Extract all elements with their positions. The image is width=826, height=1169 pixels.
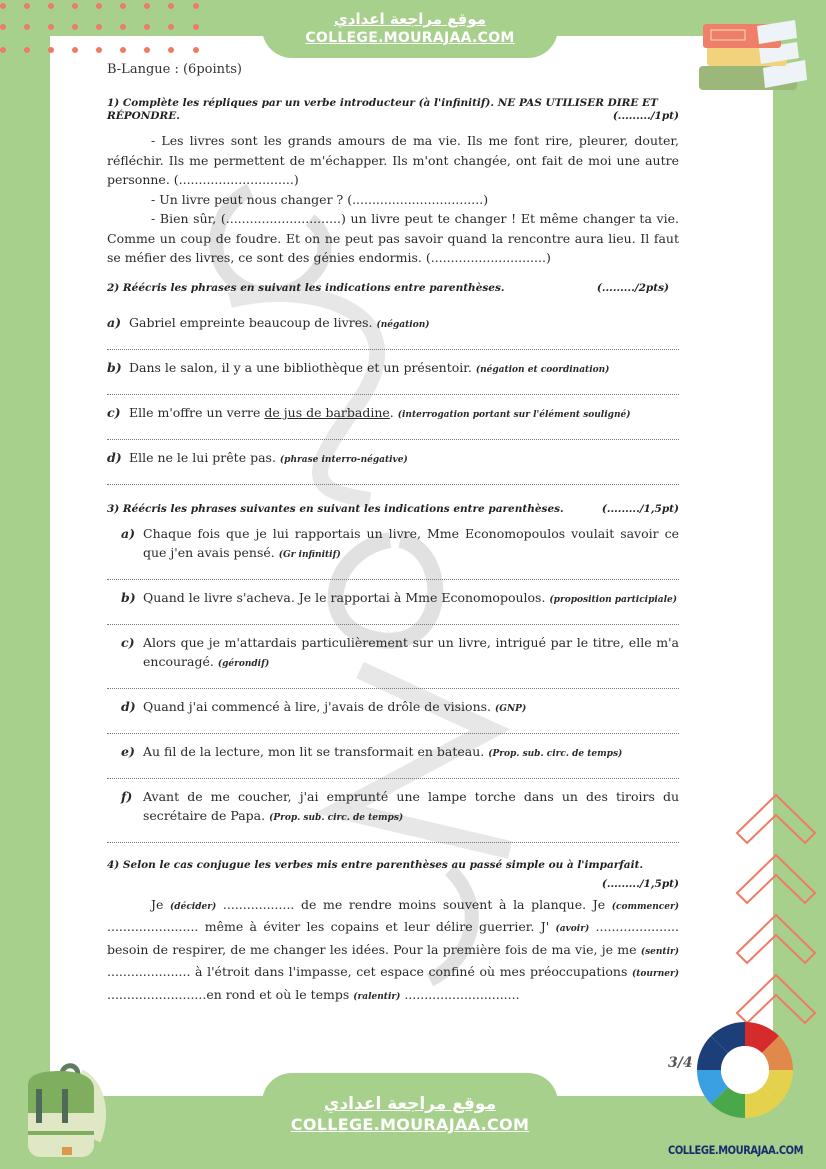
q2-item-c: c) Elle m'offre un verre de jus de barbadine. (interrogation portant sur l'élément souligné) [107, 404, 631, 420]
section-title: B-Langue : (6points) [107, 62, 242, 77]
logo-url[interactable]: COLLEGE.MOURAJAA.COM [668, 1143, 804, 1157]
answer-line[interactable] [107, 439, 679, 440]
answer-line[interactable] [107, 394, 679, 395]
site-banner-arabic: موقع مراجعة اعدادي [323, 1094, 497, 1114]
site-banner-top[interactable] [262, 0, 558, 58]
question-2-title: 2) Réécris les phrases en suivant les indications entre parenthèses. (........./2pts) [107, 281, 669, 294]
q4-paragraph: Je (décider) .................. de me rendre moins souvent à la planque. Je (commencer) ....................... même à éviter les copains et leur délire guerrier. J' (avoir) ..................... besoin de respirer, de me changer les idées. Pour la première fois de ma vie, je me (sentir) ..................... à l'étroit dans l'impasse, cet espace confiné où mes préoccupations (tourner) .........................en rond et où le temps (ralentir) ............................. [107, 896, 679, 1002]
site-banner-bottom[interactable] [262, 1073, 558, 1169]
answer-line[interactable] [107, 778, 679, 779]
question-2-points: (........./2pts) [596, 281, 669, 294]
underlined-element: de jus de barbadine [264, 404, 390, 420]
q2-item-a: a) Gabriel empreinte beaucoup de livres. (négation) [107, 314, 430, 330]
question-3-points: (........./1,5pt) [601, 502, 679, 515]
q1-paragraph-1: - Les livres sont les grands amours de ma vie. Ils me font rire, pleurer, douter, réfléchir. Ils me permettent de m'échapper. Ils m'ont changée, ont fait de moi une autre personne. (.............................) [107, 133, 679, 187]
q3-item-d: d) Quand j'ai commencé à lire, j'avais de drôle de visions. (GNP) [121, 698, 527, 714]
q2-item-d: d) Elle ne le lui prête pas. (phrase interro-négative) [107, 449, 408, 465]
books-stack-icon [693, 10, 813, 94]
decorative-dots [0, 0, 200, 60]
site-banner-arabic: موقع مراجعة اعدادي [334, 10, 486, 28]
q3-item-c: c) Alors que je m'attardais particulièrement sur un livre, intrigué par le titre, elle m'a encouragé. (gérondif) [121, 634, 679, 669]
answer-line[interactable] [107, 733, 679, 734]
q3-item-e: e) Au fil de la lecture, mon lit se transformait en bateau. (Prop. sub. circ. de temps) [121, 743, 623, 759]
q3-item-f: f) Avant de me coucher, j'ai emprunté une lampe torche dans un des tiroirs du secrétaire de Papa. (Prop. sub. circ. de temps) [121, 788, 679, 823]
question-3-title: 3) Réécris les phrases suivantes en suivant les indications entre parenthèses. (........./1,5pt) [107, 502, 679, 515]
answer-line[interactable] [107, 484, 679, 485]
school-subjects-ring-logo[interactable] [695, 1020, 795, 1120]
answer-line[interactable] [107, 579, 679, 580]
answer-line[interactable] [107, 624, 679, 625]
site-banner-url[interactable]: COLLEGE.MOURAJAA.COM [290, 1115, 530, 1134]
question-4-title: 4) Selon le cas conjugue les verbes mis entre parenthèses au passé simple ou à l'imparfait. [107, 858, 644, 871]
chevron-up-icon [735, 793, 817, 1033]
q1-paragraph-3: - Bien sûr, (.............................) un livre peut te changer ! Et même changer ta vie. Comme un coup de foudre. Et on ne peut pas savoir quand la rencontre aura lieu. Il faut se méfier des livres, ce sont des génies endormis. (.............................) [107, 211, 679, 265]
q1-paragraph-2: - Un livre peut nous changer ? (.................................) [151, 191, 489, 207]
question-1-points: (........./1pt) [612, 110, 679, 122]
q3-item-a: a) Chaque fois que je lui rapportais un livre, Mme Economopoulos voulait savoir ce que j'en avais pensé. (Gr infinitif) [121, 525, 679, 560]
site-banner-url[interactable]: COLLEGE.MOURAJAA.COM [305, 30, 515, 46]
backpack-icon [10, 1055, 110, 1165]
exam-content [107, 62, 679, 1007]
question-1-title: 1) Complète les répliques par un verbe introducteur (à l'infinitif). NE PAS UTILISER DIRE ET RÉPONDRE. (........./1pt) [107, 97, 679, 122]
q3-item-b: b) Quand le livre s'acheva. Je le rapportai à Mme Economopoulos. (proposition participiale) [121, 589, 678, 605]
q2-item-b: b) Dans le salon, il y a une bibliothèque et un présentoir. (négation et coordination) [107, 359, 610, 375]
answer-line[interactable] [107, 349, 679, 350]
answer-line[interactable] [107, 842, 679, 843]
question-4-points: (........./1,5pt) [601, 877, 679, 890]
page-number: 3/4 [668, 1055, 693, 1071]
answer-line[interactable] [107, 688, 679, 689]
